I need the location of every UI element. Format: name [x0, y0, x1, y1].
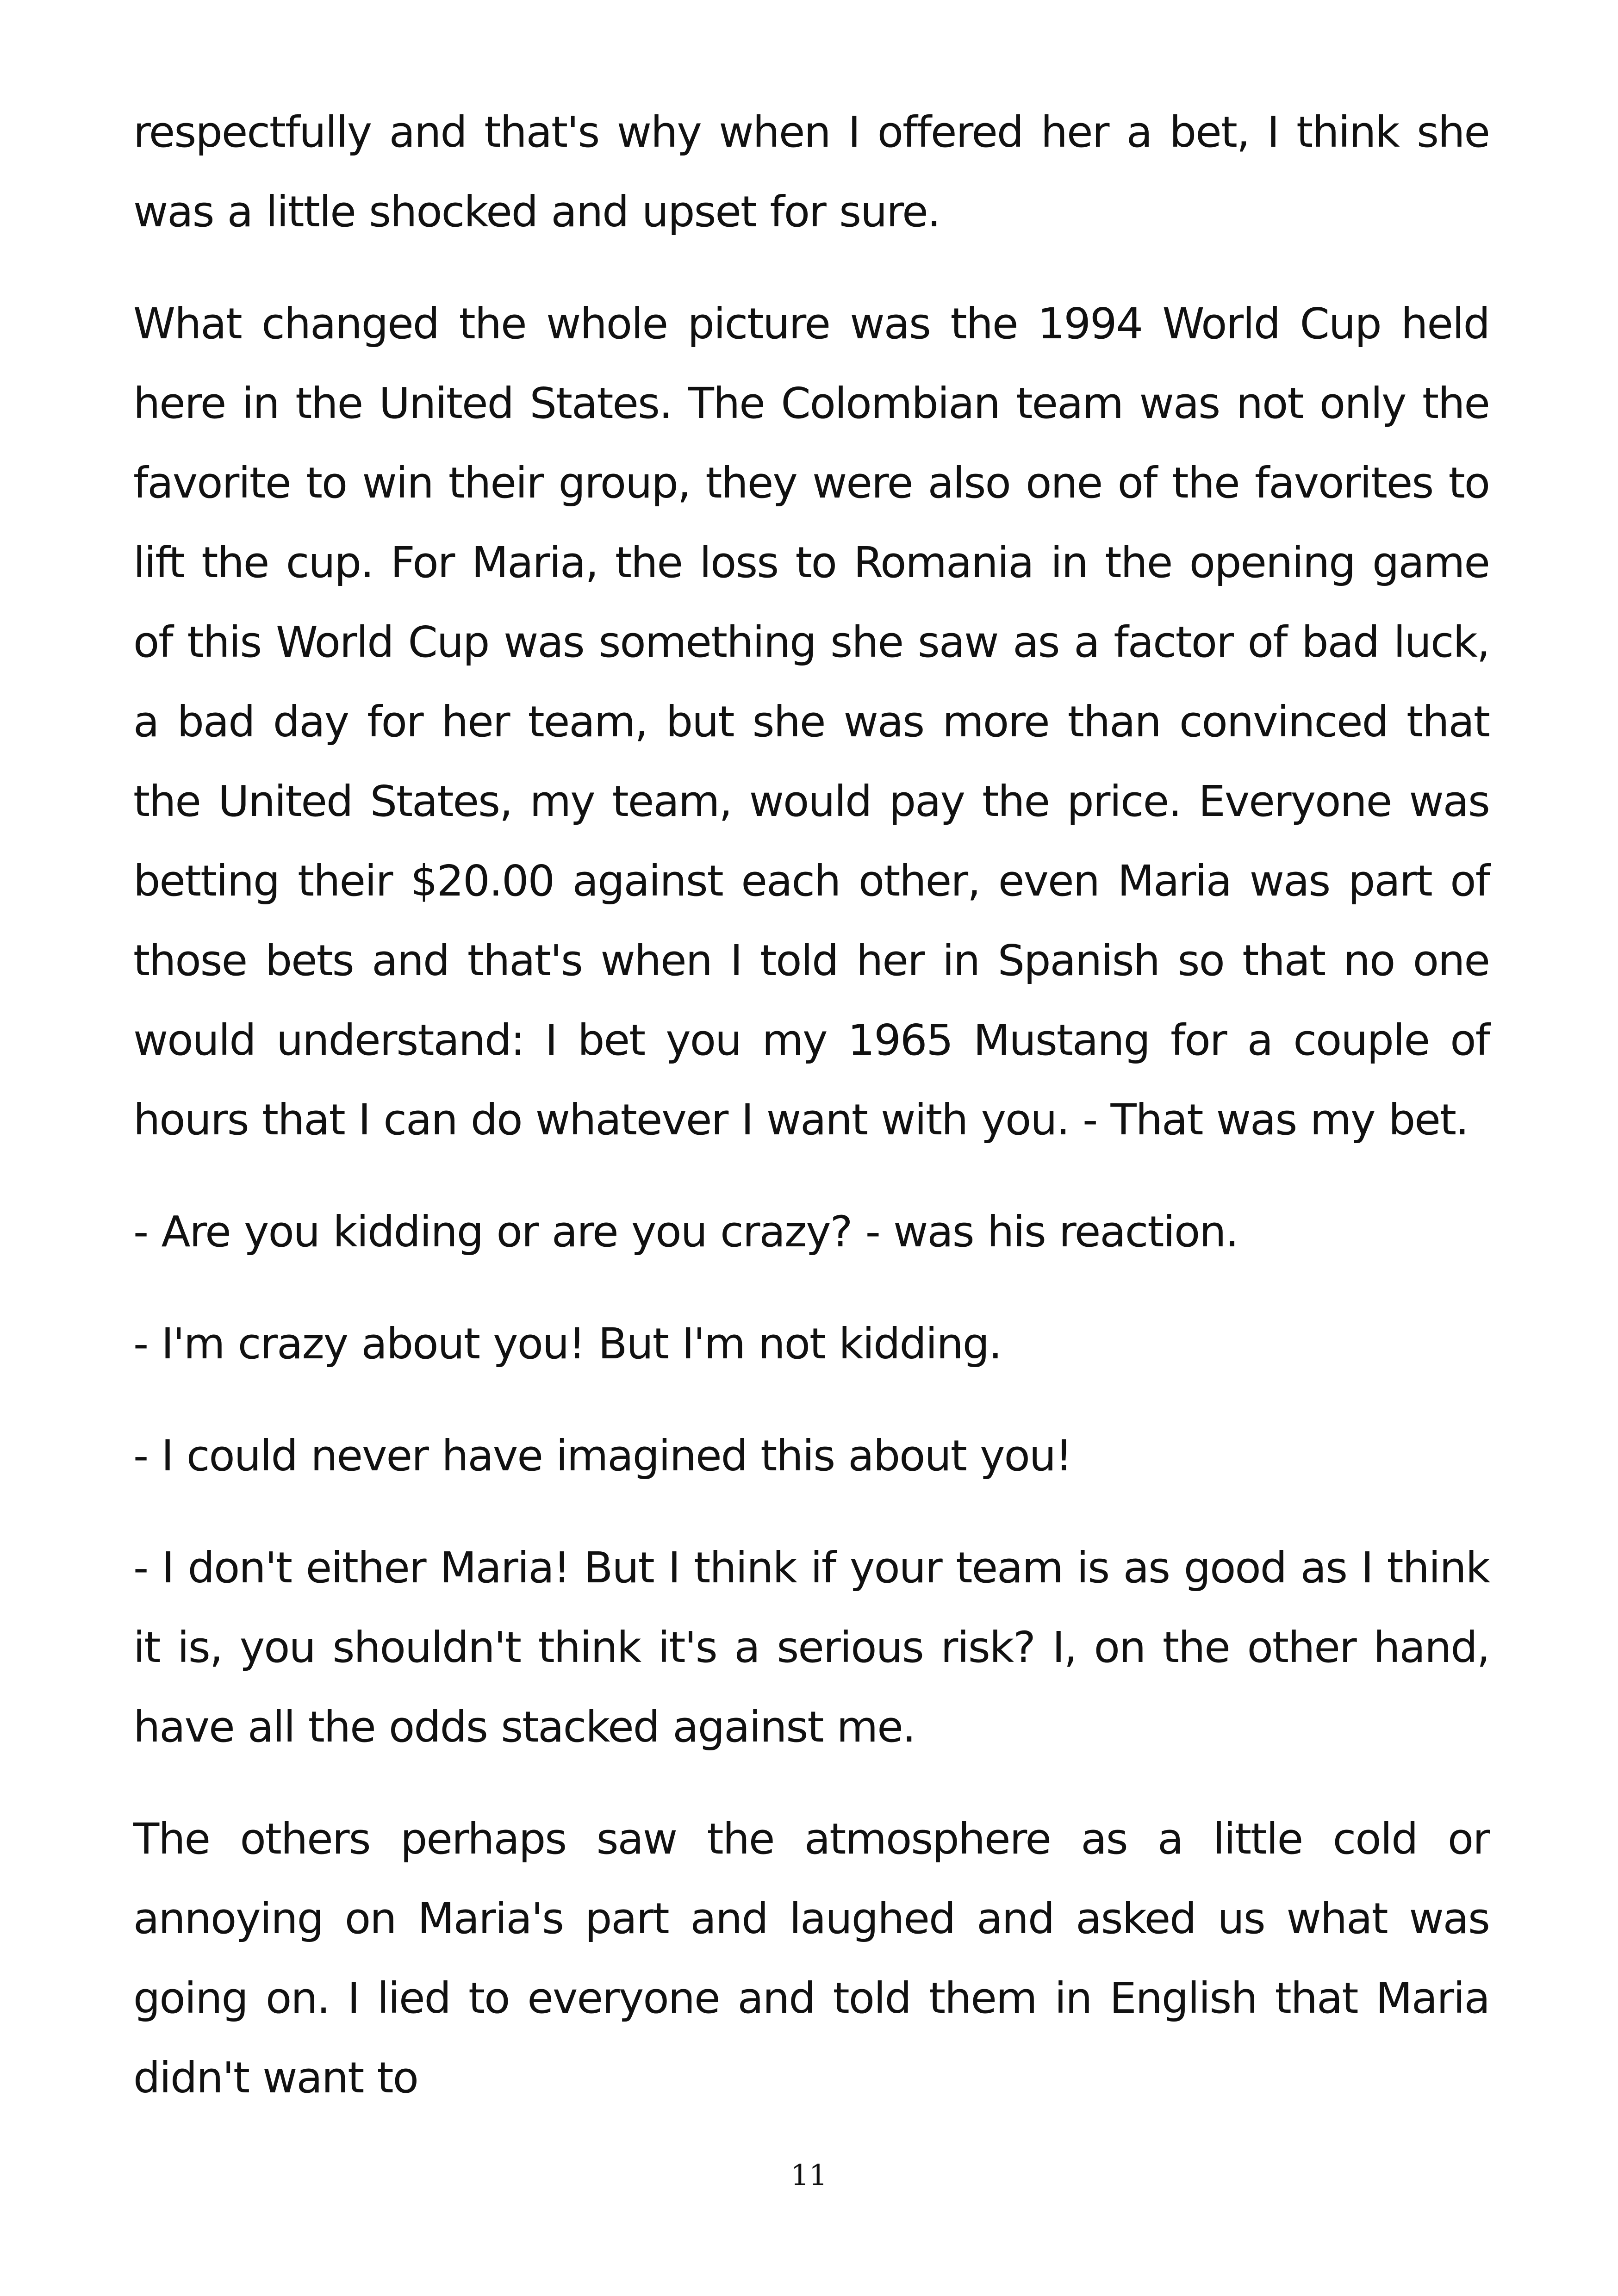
page-number: 11 — [790, 2158, 828, 2192]
dialogue-line-1: - Are you kidding or are you crazy? - was his reaction. — [133, 1207, 1238, 1257]
body-text — [133, 93, 1489, 2150]
paragraph-3: - I don't either Maria! But I think if your team is as good as I think it is, you shouldn't think it's a serious risk? I, on the other hand, have all the odds stacked against me. — [133, 1543, 1489, 1752]
dialogue-line-3: - I could never have imagined this about you! — [133, 1431, 1071, 1481]
paragraph-2: What changed the whole picture was the 1994 World Cup held here in the United States. The Colombian team was not only the favorite to win their group, they were also one of the favorites to lift the cup. For Maria, the loss to Romania in the opening game of this World Cup was something she saw as a factor of bad luck, a bad day for her team, but she was more than convinced that the United States, my team, would pay the price. Everyone was betting their $20.00 against each other, even Maria was part of those bets and that's when I told her in Spanish so that no one would understand: I bet you my 1965 Mustang for a couple of hours that I can do whatever I want with you. - That was my bet. — [133, 299, 1489, 1145]
dialogue-line-2: - I'm crazy about you! But I'm not kidding. — [133, 1319, 1002, 1369]
paragraph-4: The others perhaps saw the atmosphere as a little cold or annoying on Maria's part and laughed and asked us what was going on. I lied to everyone and told them in English that Maria didn't want to — [133, 1814, 1489, 2103]
paragraph-1: respectfully and that's why when I offered her a bet, I think she was a little shocked and upset for sure. — [133, 107, 1489, 236]
